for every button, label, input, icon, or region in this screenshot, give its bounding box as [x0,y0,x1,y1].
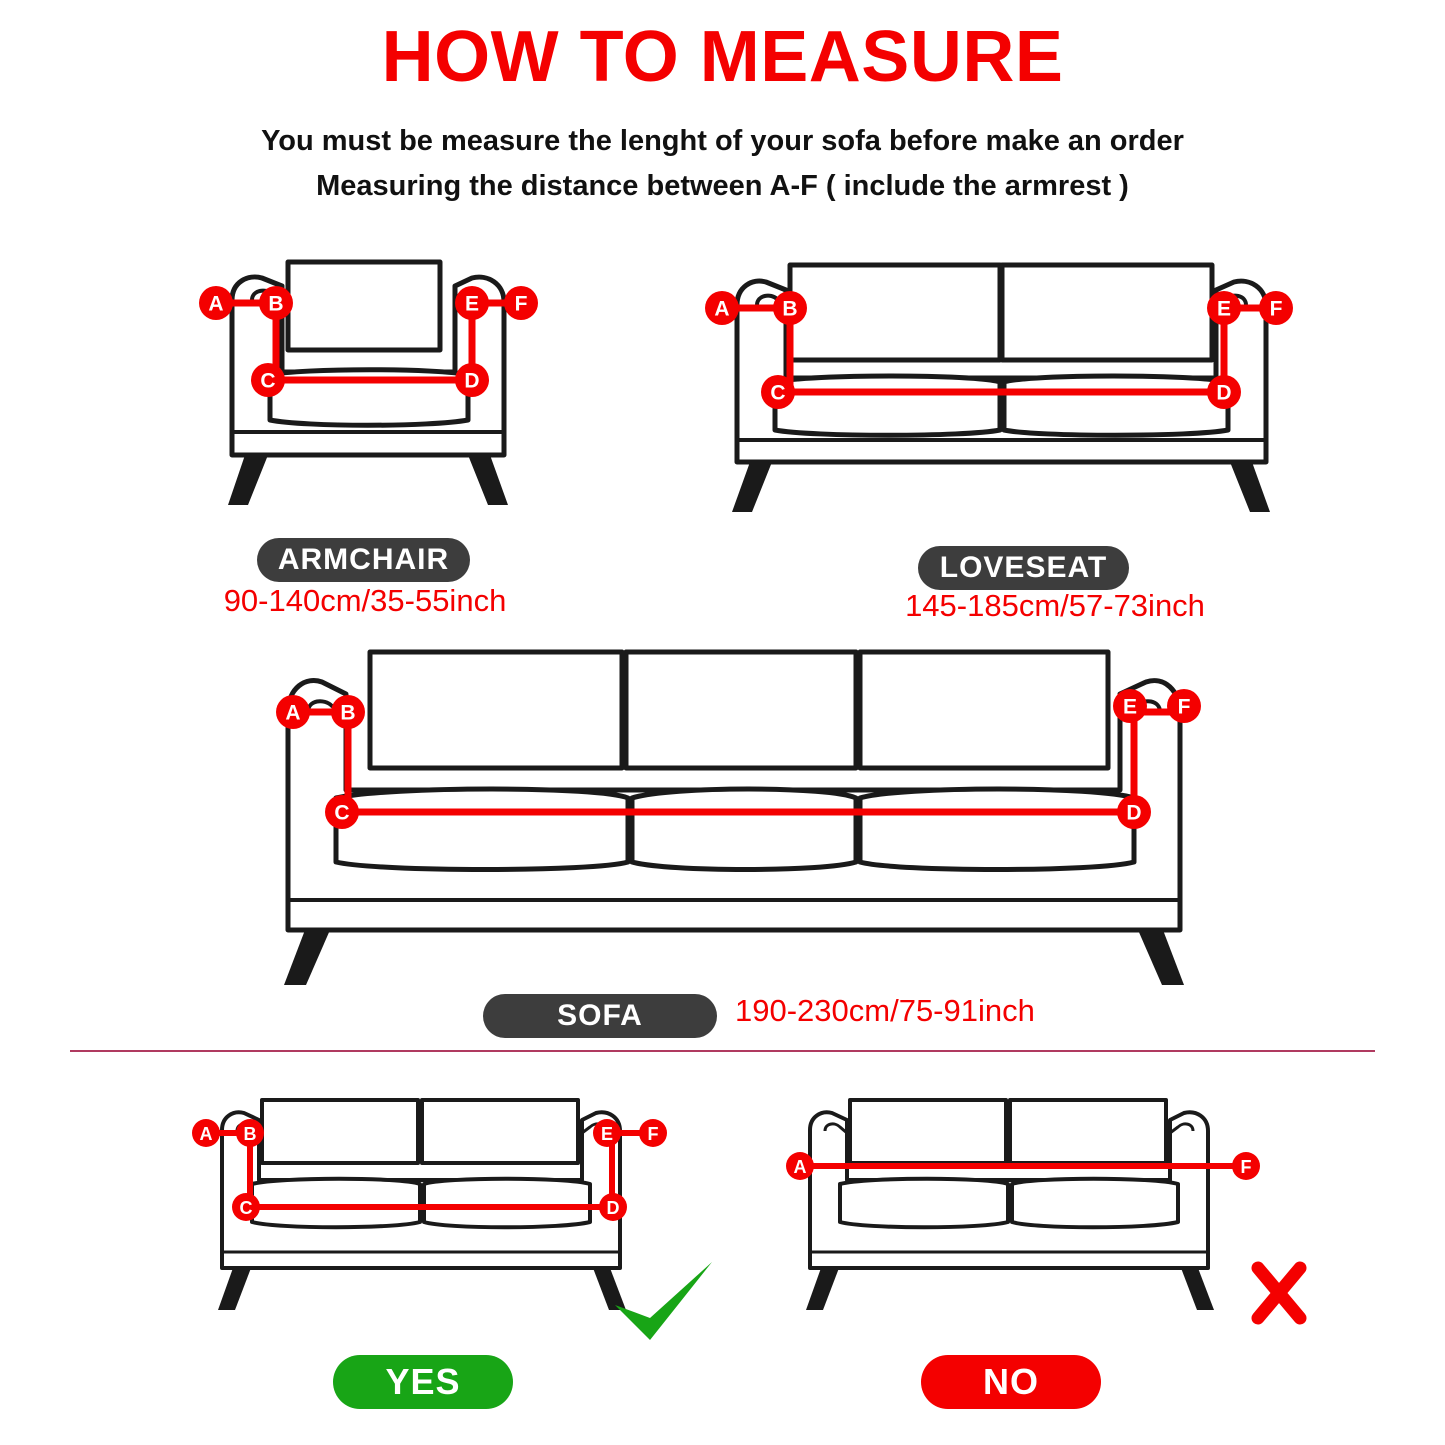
svg-text:E: E [1216,297,1232,321]
svg-text:E: E [600,1124,614,1144]
incorrect-example-illustration [786,1100,1300,1318]
check-icon [615,1262,712,1340]
svg-text:F: F [1240,1157,1252,1177]
svg-text:C: C [260,369,276,393]
svg-text:B: B [268,292,284,316]
svg-text:C: C [770,381,786,405]
svg-text:E: E [1122,695,1138,719]
svg-text:D: D [1126,801,1142,825]
svg-text:F: F [647,1124,659,1144]
svg-text:D: D [606,1198,620,1218]
subtitle-line-2: Measuring the distance between A-F ( include the armrest ) [316,170,1129,202]
no-badge: NO [921,1355,1101,1409]
sofa-dimension: 190-230cm/75-91inch [735,993,1035,1028]
armchair-dimension: 90-140cm/35-55inch [223,583,507,618]
yes-badge: YES [333,1355,513,1409]
correct-example-illustration [192,1100,712,1340]
cross-icon [1258,1268,1300,1318]
section-divider [70,1050,1375,1052]
sofa-illustration [276,652,1201,985]
svg-text:C: C [239,1198,253,1218]
page-title: HOW TO MEASURE [381,17,1064,97]
loveseat-label: LOVESEAT [918,546,1129,590]
armchair-label: ARMCHAIR [257,538,470,582]
svg-text:B: B [782,297,798,321]
svg-text:A: A [793,1157,807,1177]
loveseat-dimension: 145-185cm/57-73inch [905,588,1205,623]
svg-text:A: A [208,292,224,316]
svg-text:D: D [1216,381,1232,405]
svg-text:D: D [464,369,480,393]
svg-text:B: B [340,701,356,725]
svg-text:C: C [334,801,350,825]
svg-text:A: A [199,1124,213,1144]
svg-text:F: F [514,292,528,316]
svg-text:B: B [243,1124,257,1144]
svg-text:F: F [1177,695,1191,719]
sofa-label: SOFA [483,994,717,1038]
subtitle-line-1: You must be measure the lenght of your sofa before make an order [261,125,1184,157]
svg-text:A: A [714,297,730,321]
svg-text:E: E [464,292,480,316]
loveseat-illustration [705,265,1293,512]
svg-text:F: F [1269,297,1283,321]
svg-text:A: A [285,701,301,725]
armchair-illustration [199,262,538,505]
